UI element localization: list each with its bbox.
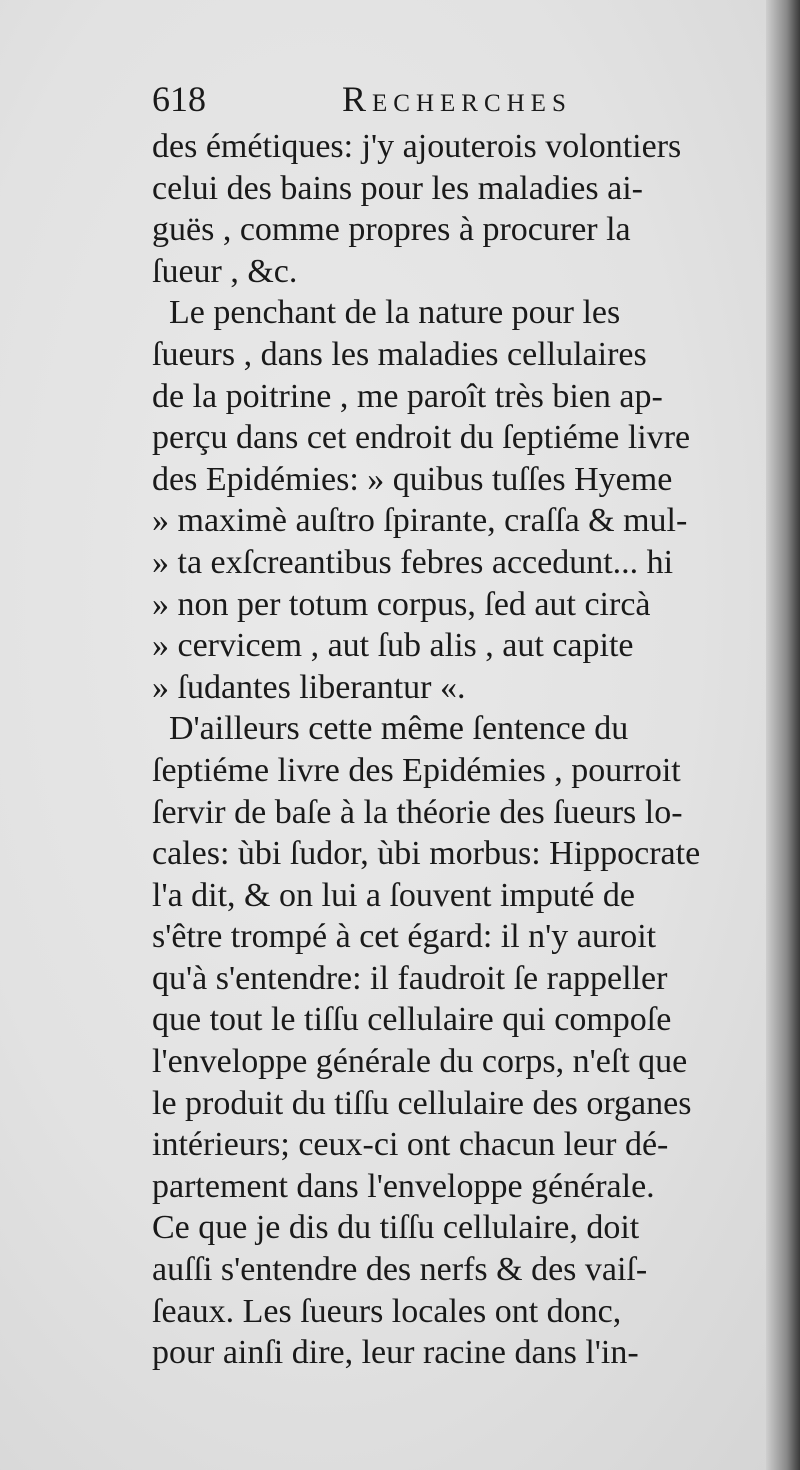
text-line: ſueur , &c. [152,252,298,290]
text-line: intérieurs; ceux-ci ont chacun leur dé- [152,1126,669,1164]
text-line: des Epidémies: » quibus tuſſes Hyeme [152,460,673,498]
text-line: le produit du tiſſu cellulaire des organes [152,1084,692,1122]
text-line: cales: ùbi ſudor, ùbi morbus: Hippocrate [152,835,701,873]
text-line: ſueurs , dans les maladies cellulaires [152,335,647,373]
text-line: » ta exſcreantibus febres accedunt... hi [152,543,674,581]
text-line: ſeptiéme livre des Epidémies , pourroit [152,751,681,789]
running-title: Recherches [342,79,572,119]
text-line: s'être trompé à cet égard: il n'y auroit [152,918,657,956]
text-line: que tout le tiſſu cellulaire qui compoſe [152,1001,672,1039]
text-line: auſſi s'entendre des nerfs & des vaiſ- [152,1251,648,1289]
text-line: pour ainſi dire, leur racine dans l'in- [152,1334,639,1372]
text-line: de la poitrine , me paroît très bien ap- [152,377,663,415]
text-line: l'enveloppe générale du corps, n'eſt que [152,1043,688,1081]
text-line: ſeaux. Les ſueurs locales ont donc, [152,1292,622,1330]
text-line: » cervicem , aut ſub alis , aut capite [152,627,634,665]
text-line: partement dans l'enveloppe générale. [152,1167,655,1205]
text-line: des émétiques: j'y ajouterois volontiers [152,128,682,165]
page-number: 618 [152,79,206,119]
text-line: celui des bains pour les maladies ai- [152,169,643,207]
text-line: qu'à s'entendre: il faudroit ſe rappeller [152,959,668,997]
text-line: Le penchant de la nature pour les [152,294,621,332]
text-line: » non per totum corpus, ſed aut circà [152,585,651,623]
text-line: guës , comme propres à procurer la [152,211,631,249]
text-line: l'a dit, & on lui a ſouvent imputé de [152,876,635,914]
page-edge-shadow [766,0,800,1470]
text-line: » maximè auſtro ſpirante, craſſa & mul- [152,502,688,540]
text-line: perçu dans cet endroit du ſeptiéme livre [152,419,691,457]
text-line: » ſudantes liberantur «. [152,668,466,706]
text-line: ſervir de baſe à la théorie des ſueurs lo- [152,793,683,831]
text-line: Ce que je dis du tiſſu cellulaire, doit [152,1209,640,1247]
body-text [152,126,762,1374]
text-line: D'ailleurs cette même ſentence du [152,710,629,748]
page-header [152,78,772,128]
